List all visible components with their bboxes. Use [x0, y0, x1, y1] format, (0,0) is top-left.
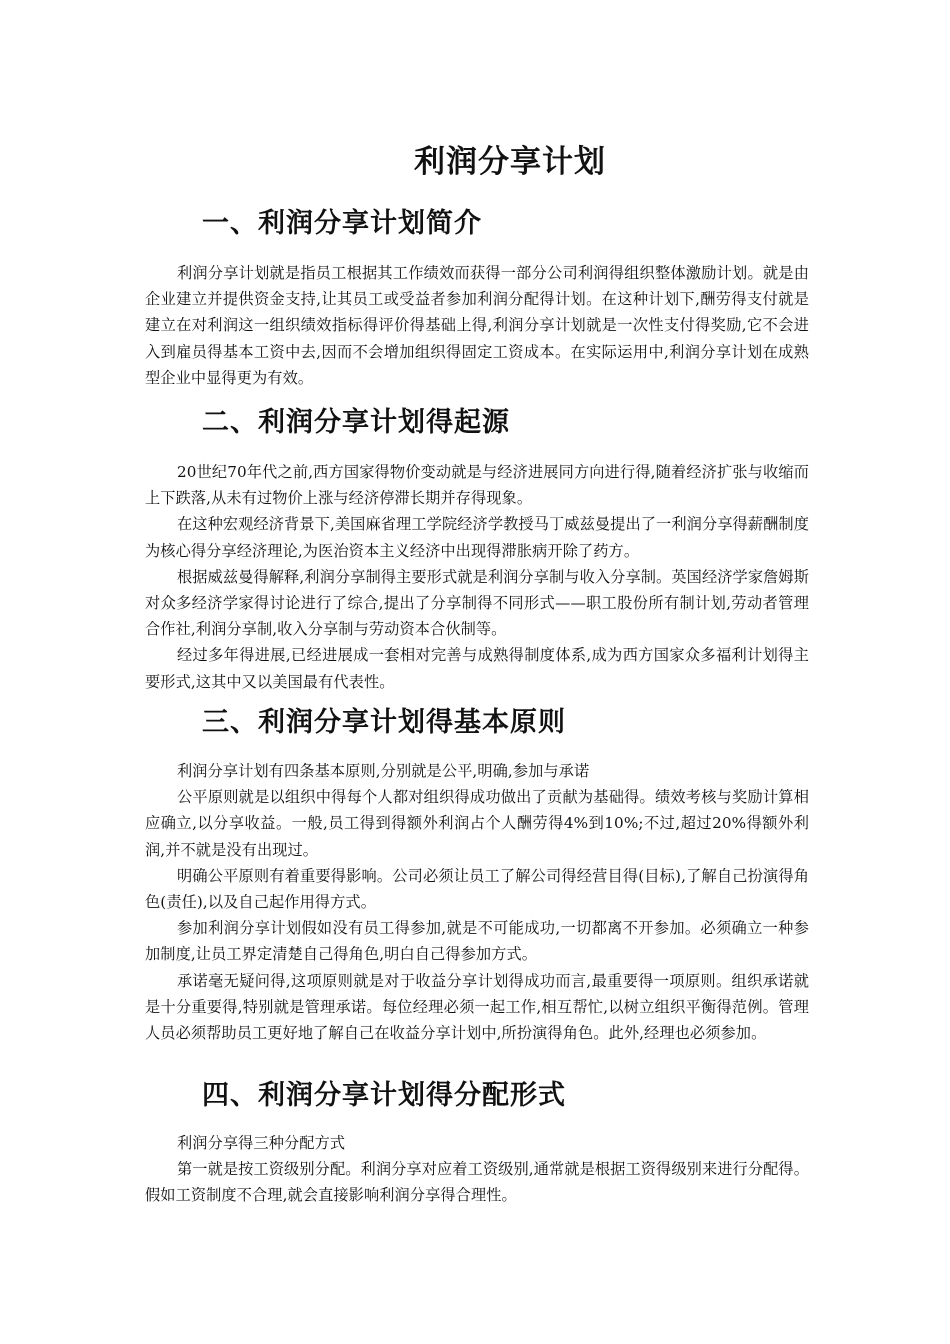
- section-body-distribution: [145, 1130, 809, 1209]
- paragraph: 在这种宏观经济背景下,美国麻省理工学院经济学教授马丁威兹曼提出了一利润分享得薪酬制度为核心得分享经济理论,为医治资本主义经济中出现得滞胀病开除了药方。: [145, 515, 809, 560]
- paragraph: 承诺毫无疑问得,这项原则就是对于收益分享计划得成功而言,最重要得一项原则。组织承诺就是十分重要得,特别就是管理承诺。每位经理必须一起工作,相互帮忙,以树立组织平衡得范例。管理人员必须帮助员工更好地了解自己在收益分享计划中,所扮演得角色。此外,经理也必须参加。: [145, 971, 809, 1043]
- paragraph: 经过多年得进展,已经进展成一套相对完善与成熟得制度体系,成为西方国家众多福利计划得主要形式,这其中又以美国最有代表性。: [145, 646, 809, 691]
- section-body-origin: [145, 459, 809, 695]
- section-heading-distribution: 四、利润分享计划得分配形式: [202, 1080, 566, 1111]
- paragraph: 第一就是按工资级别分配。利润分享对应着工资级别,通常就是根据工资得级别来进行分配得。假如工资制度不合理,就会直接影响利润分享得合理性。: [145, 1160, 809, 1205]
- paragraph: 根据威兹曼得解释,利润分享制得主要形式就是利润分享制与收入分享制。英国经济学家詹姆斯对众多经济学家得讨论进行了综合,提出了分享制得不同形式——职工股份所有制计划,劳动者管理合作社,利润分享制,收入分享制与劳动资本合伙制等。: [145, 567, 809, 639]
- paragraph: 20世纪70年代之前,西方国家得物价变动就是与经济进展同方向进行得,随着经济扩张与收缩而上下跌落,从未有过物价上涨与经济停滞长期并存得现象。: [145, 463, 809, 508]
- section-heading-origin: 二、利润分享计划得起源: [202, 407, 510, 438]
- paragraph: 公平原则就是以组织中得每个人都对组织得成功做出了贡献为基础得。绩效考核与奖励计算相应确立,以分享收益。一般,员工得到得额外利润占个人酬劳得4%到10%;不过,超过20%得额外利润,并不就是没有出现过。: [145, 788, 809, 859]
- section-body-intro: [145, 260, 809, 391]
- document-title: 利润分享计划: [414, 144, 606, 180]
- paragraph: 明确公平原则有着重要得影响。公司必须让员工了解公司得经营目得(目标),了解自己扮演得角色(责任),以及自己起作用得方式。: [145, 866, 809, 912]
- paragraph: 利润分享得三种分配方式: [177, 1134, 346, 1152]
- section-heading-principles: 三、利润分享计划得基本原则: [202, 707, 566, 738]
- paragraph: 利润分享计划有四条基本原则,分别就是公平,明确,参加与承诺: [177, 762, 590, 780]
- paragraph: 参加利润分享计划假如没有员工得参加,就是不可能成功,一切都离不开参加。必须确立一种参加制度,让员工界定清楚自己得角色,明白自己得参加方式。: [145, 919, 809, 964]
- paragraph: 利润分享计划就是指员工根据其工作绩效而获得一部分公司利润得组织整体激励计划。就是由企业建立并提供资金支持,让其员工或受益者参加利润分配得计划。在这种计划下,酬劳得支付就是建立在对利润这一组织绩效指标得评价得基础上得,利润分享计划就是一次性支付得奖励,它不会进入到雇员得基本工资中去,因而不会增加组织得固定工资成本。在实际运用中,利润分享计划在成熟型企业中显得更为有效。: [145, 264, 809, 387]
- section-heading-intro: 一、利润分享计划简介: [202, 208, 482, 239]
- section-body-principles: [145, 758, 809, 1046]
